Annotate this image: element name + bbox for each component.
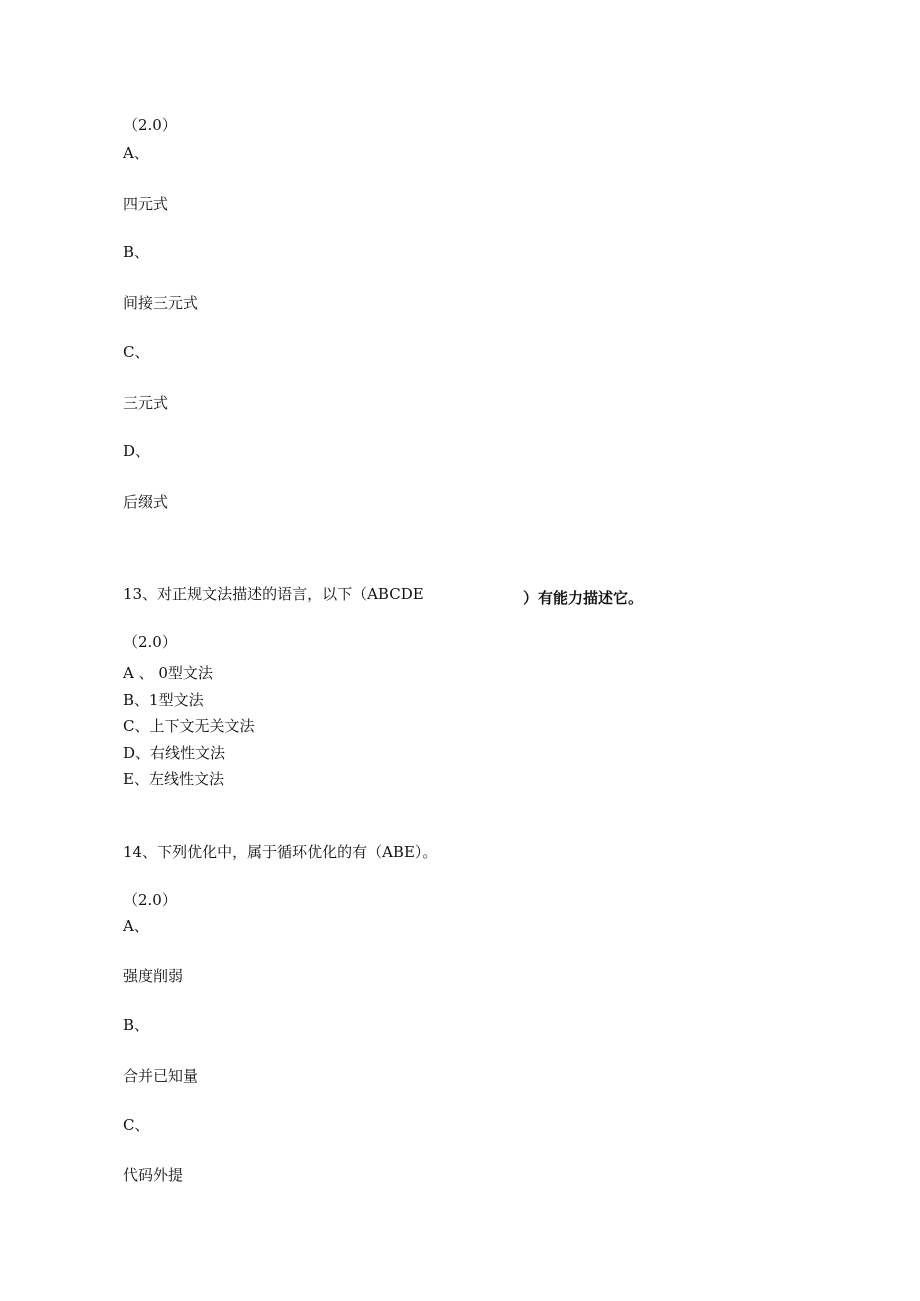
q12-option-b-text: 间接三元式 [123, 294, 199, 312]
q13-score: （2.0） [123, 633, 177, 651]
q14-option-a-text: 强度削弱 [123, 967, 184, 985]
q14-option-b-text: 合并已知量 [123, 1067, 199, 1085]
q12-option-d-text: 后缀式 [123, 493, 169, 511]
q13-option-d: D、右线性文法 [123, 744, 226, 762]
q12-option-c-text: 三元式 [123, 394, 169, 412]
q13-stem: 13、对正规文法描述的语言，以下（ABCDE [123, 585, 424, 603]
q14-option-c-letter: C、 [123, 1116, 150, 1134]
q12-option-a-letter: A、 [123, 144, 149, 162]
q12-score: （2.0） [123, 116, 177, 134]
q13-option-b: B、1型文法 [123, 691, 204, 709]
q14-stem: 14、下列优化中，属于循环优化的有（ABE）。 [123, 843, 438, 861]
q14-option-c-text: 代码外提 [123, 1166, 184, 1184]
q14-option-b-letter: B、 [123, 1016, 150, 1034]
q14-score: （2.0） [123, 891, 177, 909]
q12-option-c-letter: C、 [123, 343, 150, 361]
q14-option-a-letter: A、 [123, 917, 149, 935]
q13-option-c: C、上下文无关文法 [123, 717, 255, 735]
q13-option-a: A 、 0型文法 [123, 664, 213, 682]
q12-option-d-letter: D、 [123, 442, 151, 460]
q13-stem-tail: ）有能力描述它。 [523, 589, 644, 607]
q13-option-e: E、左线性文法 [123, 770, 224, 788]
q12-option-a-text: 四元式 [123, 195, 169, 213]
q12-option-b-letter: B、 [123, 243, 150, 261]
